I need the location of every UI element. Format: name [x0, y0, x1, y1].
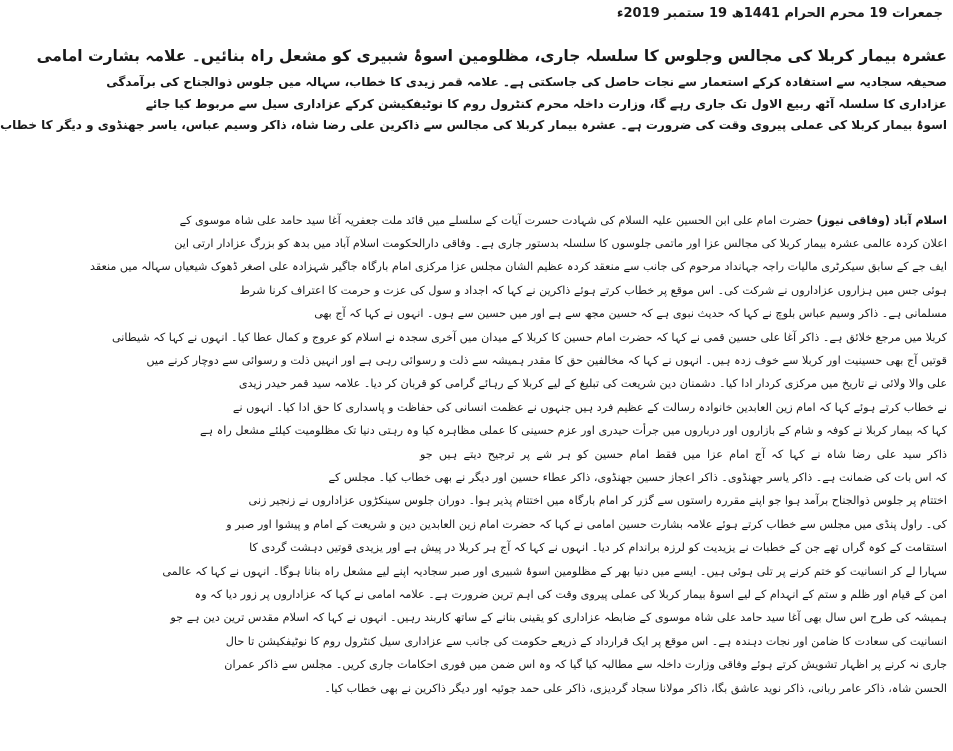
article-line: کی۔ راول پنڈی میں مجلس سے خطاب کرتے ہوئے علامہ بشارت حسین امامی نے کہا کہ حضرت امام زین العابدین دین و شریعت کے امام و پیشوا اور صبر و — [226, 517, 947, 531]
article-line-text: حضرت امام علی ابن الحسین علیہ السلام کی شہادت حسرت آیات کے سلسلے میں قائد ملت جعفریہ آغا سید حامد علی شاہ موسوی کے — [179, 213, 813, 227]
article-line: قوتیں آج بھی حسینیت اور کربلا سے خوف زدہ ہیں۔ انہوں نے کہا کہ مخالفین حق کا مقدر ہمیشہ سے ذلت و رسوائی رہی ہے اور انہیں ذلت و رسوائی سے دوچار کرنے میں — [146, 353, 947, 367]
article-line: ذاکر سید علی رضا شاہ نے کہا کہ آج امام عزا میں فقط امام حسین کو ہر شے پر ترجیح دیتے ہیں جو — [420, 447, 947, 461]
article-line: علی والا ولائی نے تاریخ میں مرکزی کردار ادا کیا۔ دشمنان دین شریعت کی تبلیغ کے لیے کربلا کے رہائے گرامی کو قربان کر دیا۔ علامہ سید قمر حیدر زیدی — [238, 377, 947, 391]
article-line: جاری نہ کرنے پر اظہار تشویش کرتے ہوئے وفاقی وزارت داخلہ سے مطالبہ کیا گیا کہ وہ اس ضمن میں فوری احکامات جاری کریں۔ مجلس سے ذاکر عمران — [224, 658, 947, 672]
article-line: انسانیت کی سعادت کا ضامن اور نجات دہندہ ہے۔ اس موقع پر ایک قرارداد کے ذریعے حکومت کی جانب سے عزاداری سیل کنٹرول روم کا نوٹیفکیشن تا حال — [225, 634, 947, 648]
article-line: کہ اس بات کی ضمانت ہے۔ ذاکر یاسر جھنڈوی۔ ذاکر اعجاز حسین جھنڈوی، ذاکر عطاء حسین اور دیگر نے بھی خطاب کیا۔ مجلس کے — [328, 470, 947, 484]
summary-line: صحیفہ سجادیہ سے استفادہ کرکے استعمار سے نجات حاصل کی جاسکتی ہے۔ علامہ قمر زیدی کا خطاب، سہالہ میں جلوس ذوالجناح کی برآمدگی — [106, 75, 947, 89]
headline-summary — [0, 72, 947, 137]
article-line: الحسن شاہ، ذاکر عامر ربانی، ذاکر نوید عاشق بگا، ذاکر مولانا سجاد گردیزی، ذاکر علی حمد جوئیہ اور دیگر ذاکرین نے بھی خطاب کیا۔ — [324, 681, 947, 695]
article-line: ہمیشہ کی طرح اس سال بھی آغا سید حامد علی شاہ موسوی کے ضابطہ عزاداری کو یقینی بنانے کے ساتھ کاربند رہیں۔ انہوں نے کہا کہ اسلام مقدس ترین دین ہے جو — [170, 611, 947, 625]
article-line: سہارا لے کر انسانیت کو ختم کرنے پر تلی ہوئی ہیں۔ ایسے میں دنیا بھر کے مظلومین اسوۂ شبیری اور صبر سجادیہ اپنے لیے مشعل راہ بنانا ہوگا۔ انہوں نے کہا کہ عالمی — [162, 564, 947, 578]
article-line: کہا کہ بیمار کربلا نے کوفہ و شام کے بازاروں اور درباروں میں جرأت حیدری اور عزم حسینی کا عملی مظاہرہ کیا وہ رہتی دنیا تک مظلومیت کیلئے مشعل راہ ہے — [200, 424, 947, 438]
article-body — [90, 209, 947, 701]
dateline-place: اسلام آباد — [893, 213, 947, 227]
article-line — [179, 209, 947, 232]
article-line: ہوئی جس میں ہزاروں عزاداروں نے شرکت کی۔ اس موقع پر خطاب کرتے ہوئے ذاکرین نے کہا کہ اجداد و سول کی عزت و حرمت کا اعتراف کرنا شرط — [239, 283, 947, 297]
article-line: اعلان کردہ عالمی عشرہ بیمار کربلا کی مجالس عزا اور ماتمی جلوسوں کا سلسلہ بدستور جاری ہے۔ وفاقی دارالحکومت اسلام آباد میں بدھ کو بزرگ عزادار ارتی این — [174, 236, 947, 250]
article-line: استقامت کے کوہ گراں تھے جن کے خطبات نے یزیدیت کو لرزہ براندام کر دیا۔ انہوں نے کہا کہ آج ہر کربلا در پیش ہے اور یزیدی قوتیں دہشت گردی کا — [249, 541, 947, 555]
summary-line: عزاداری کا سلسلہ آٹھ ربیع الاول تک جاری رہے گا، وزارت داخلہ محرم کنٹرول روم کا نوٹیفکیشن کرکے عزاداری سیل سے مربوط کیا جائے — [145, 96, 947, 111]
article-line: مسلمانی ہے۔ ذاکر وسیم عباس بلوچ نے کہا کہ حدیث نبوی ہے کہ حسین مجھ سے ہے اور میں حسین سے ہوں۔ انہوں نے کہا کہ آج بھی — [314, 307, 947, 321]
article-line: نے خطاب کرتے ہوئے کہا کہ امام زین العابدین خانوادہ رسالت کے عظیم فرد ہیں جنہوں نے عظمت انسانی کی حفاظت و پاسداری کا حق ادا کیا۔ انہوں نے — [232, 400, 947, 414]
main-headline: عشرہ بیمار کربلا کی مجالس وجلوس کا سلسلہ جاری، مظلومین اسوۂ شبیری کو مشعل راہ بنائیں۔ علامہ بشارت امامی — [36, 47, 947, 65]
dateline-agency: (وفاقی نیوز) — [816, 213, 891, 227]
article-line: اختتام پر جلوس ذوالجناح برآمد ہوا جو اپنے مقررہ راستوں سے گزر کر امام بارگاہ میں اختتام پذیر ہوا۔ دوران جلوس سینکڑوں عزاداروں نے زنجیر زنی — [248, 494, 947, 508]
article-line: کربلا میں مرجع خلائق ہے۔ ذاکر آغا علی حسین قمی نے کہا کہ حضرت امام حسین کا کربلا کے میدان میں آخری سجدہ نے اسلام کو عروج و کمال عطا کیا۔ انہوں نے کہا کہ شیطانی — [111, 330, 947, 344]
article-line: امن کے قیام اور ظلم و ستم کے انہدام کے لیے اسوۂ بیمار کربلا کی عملی پیروی وقت کی اہم ترین ضرورت ہے۔ علامہ امامی نے کہا کہ عزاداروں پر زور دیا کہ وہ — [194, 588, 947, 601]
summary-line: اسوۂ بیمار کربلا کی عملی پیروی وقت کی ضرورت ہے۔ عشرہ بیمار کربلا کی مجالس سے ذاکرین علی رضا شاہ، ذاکر وسیم عباس، یاسر جھنڈوی و دیگر کا خطاب — [0, 118, 947, 132]
issue-dateline: جمعرات 19 محرم الحرام 1441ھ 19 ستمبر 2019ء — [616, 6, 943, 21]
article-line: ایف جے کے سابق سیکرٹری مالیات راجہ جہانداد مرحوم کی جانب سے منعقد کردہ عظیم الشان مجلس عزا مرکزی امام بارگاہ جاگیر شہزادہ علی اصغر ڈھوک شیعیاں سہالہ میں منعقد — [90, 260, 947, 274]
